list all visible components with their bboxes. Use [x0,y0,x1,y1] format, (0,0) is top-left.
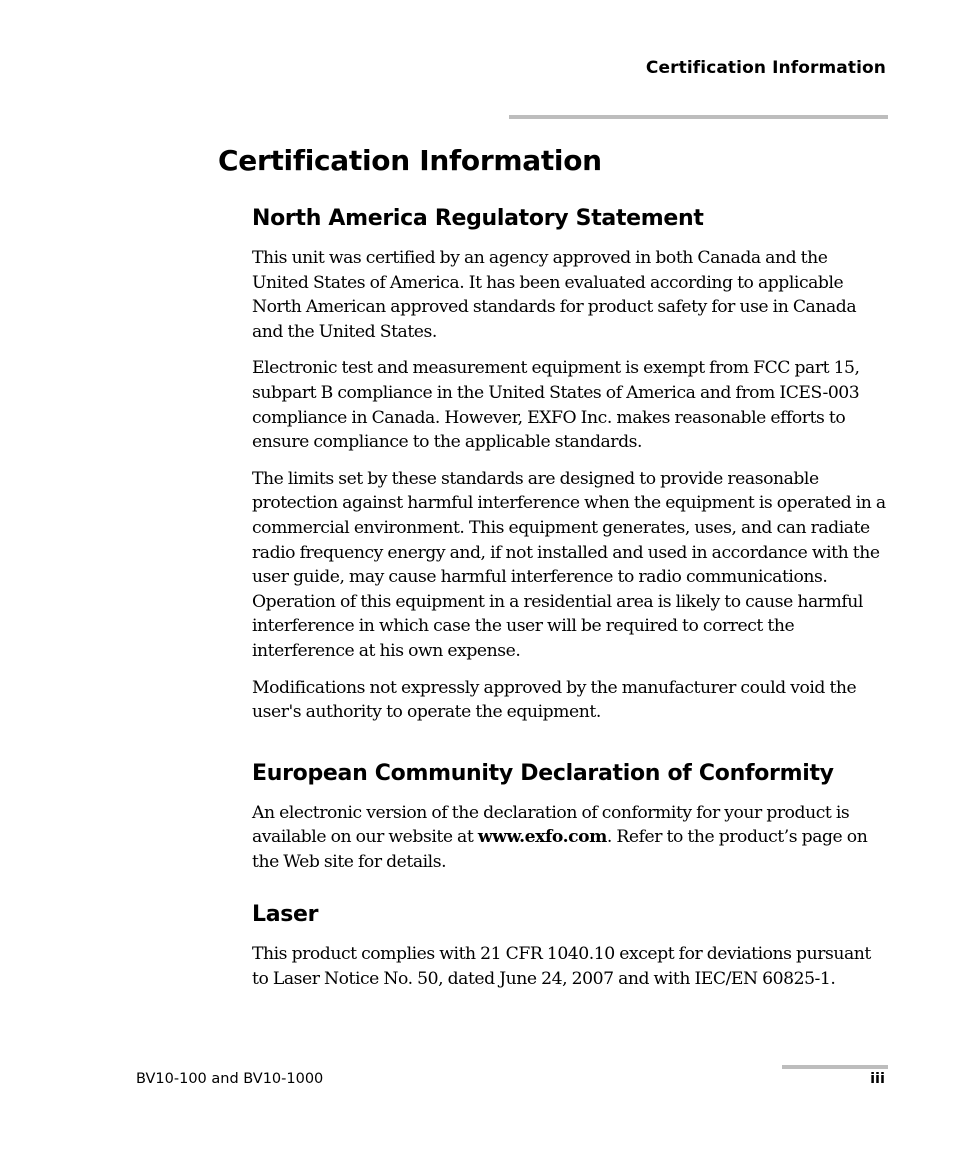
section-laser [252,900,888,991]
footer-rule [782,1065,888,1069]
section-european [252,759,888,875]
paragraph-text: . Refer to the product’s page on the Web site for details. [252,827,868,872]
page-number: iii [870,1071,885,1087]
exfo-website-link[interactable]: www.exfo.com [477,827,607,848]
paragraph: The limits set by these standards are designed to provide reasonable protection against harmful interference when the equipment is operated in a commercial environment. This equipment generates, uses, and can radiate radio frequency energy and, if not installed and used in accordance with the user guide, may cause harmful interference to radio communications. Operation of this equipment in a residential area is likely to cause harmful interference in which case the user will be required to correct the interference at his own expense. [252,468,886,661]
page-title: Certification Information [218,144,602,177]
paragraph: Modifications not expressly approved by the manufacturer could void the user's authority to operate the equipment. [252,677,857,723]
footer-product-name: BV10-100 and BV10-1000 [136,1071,324,1087]
section-north-america [252,204,888,725]
running-header-title: Certification Information [645,58,886,78]
section-heading-laser: Laser [252,902,319,928]
section-heading-north-america: North America Regulatory Statement [252,206,704,231]
page-content [252,204,888,1004]
section-heading-european: European Community Declaration of Conformity [252,760,834,786]
paragraph-text: An electronic version of the declaration of conformity for your product is available on our website at [252,802,850,848]
header-rule [509,115,888,119]
paragraph: Electronic test and measurement equipment is exempt from FCC part 15, subpart B compliance in the United States of America and from ICES-003 compliance in Canada. However, EXFO Inc. makes reasonable efforts to ensure compliance to the applicable standards. [252,358,860,453]
paragraph [252,801,888,875]
paragraph: This product complies with 21 CFR 1040.10 except for deviations pursuant to Laser Notice No. 50, dated June 24, 2007 and with IEC/EN 60825-1. [252,944,871,990]
paragraph: This unit was certified by an agency approved in both Canada and the United States of America. It has been evaluated according to applicable North American approved standards for product safety for use in Canada and the United States. [252,248,857,342]
